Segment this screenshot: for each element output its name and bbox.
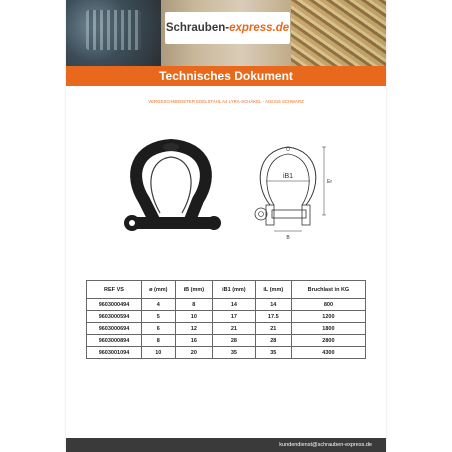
table-row	[87, 299, 366, 311]
shackle-bow	[136, 145, 206, 220]
table-row	[87, 323, 366, 335]
col-breaking-load: Bruchlast in KG	[291, 281, 365, 299]
table-cell: 8	[175, 299, 212, 311]
document-page	[66, 0, 386, 452]
tools-photo	[66, 0, 161, 66]
shackle-photo	[114, 125, 229, 247]
table-cell: 9603000494	[87, 299, 142, 311]
table-cell: 9603000894	[87, 335, 142, 347]
table-cell: 16	[175, 335, 212, 347]
technical-drawing	[236, 135, 356, 245]
table-cell: 14	[213, 299, 256, 311]
product-subtitle: VERGESCHMIEDETER EDELSTAHL A4 LYRA-SCHÄKEL - AISI316 SCHWARZ	[148, 99, 304, 104]
drawing-label-b: B	[286, 235, 290, 241]
table-row	[87, 347, 366, 359]
logo-accent-text: express.de	[229, 22, 290, 34]
table-cell: 4300	[291, 347, 365, 359]
table-cell: 10	[141, 347, 175, 359]
table-cell: 21	[255, 323, 291, 335]
table-cell: 35	[213, 347, 256, 359]
table-cell: 1800	[291, 323, 365, 335]
col-diameter: ø (mm)	[141, 281, 175, 299]
spec-table	[86, 280, 366, 359]
screws-photo	[291, 0, 386, 66]
col-ib1: iB1 (mm)	[213, 281, 256, 299]
drawing-label-er: Er	[327, 179, 332, 185]
header-banner	[66, 0, 386, 66]
table-cell: 14	[255, 299, 291, 311]
table-cell: 21	[213, 323, 256, 335]
footer-bar	[66, 438, 386, 452]
table-cell: 1200	[291, 311, 365, 323]
table-row	[87, 335, 366, 347]
logo-main-text: Schrauben-	[165, 22, 230, 34]
table-cell: 20	[175, 347, 212, 359]
table-cell: 17	[213, 311, 256, 323]
col-ib: iB (mm)	[175, 281, 212, 299]
table-cell: 17.5	[255, 311, 291, 323]
drawing-label-ib1: iB1	[282, 173, 294, 180]
table-cell: 9603001094	[87, 347, 142, 359]
table-header-row	[87, 281, 366, 299]
title-bar	[66, 66, 386, 86]
logo[interactable]	[165, 12, 290, 44]
table-cell: 28	[213, 335, 256, 347]
shackle-pin	[130, 217, 216, 229]
table-row	[87, 311, 366, 323]
table-cell: 5	[141, 311, 175, 323]
table-cell: 2800	[291, 335, 365, 347]
table-cell: 8	[141, 335, 175, 347]
table-cell: 35	[255, 347, 291, 359]
table-cell: 9603000594	[87, 311, 142, 323]
table-cell: 4	[141, 299, 175, 311]
table-cell: 800	[291, 299, 365, 311]
col-il: iL (mm)	[255, 281, 291, 299]
table-cell: 9603000694	[87, 323, 142, 335]
table-cell: 12	[175, 323, 212, 335]
table-cell: 6	[141, 323, 175, 335]
table-cell: 10	[175, 311, 212, 323]
table-cell: 28	[255, 335, 291, 347]
footer-email-link[interactable]: kundendienst@schrauben-express.de	[279, 442, 372, 448]
col-ref: REF VS	[87, 281, 142, 299]
document-title: Technisches Dokument	[159, 69, 293, 83]
